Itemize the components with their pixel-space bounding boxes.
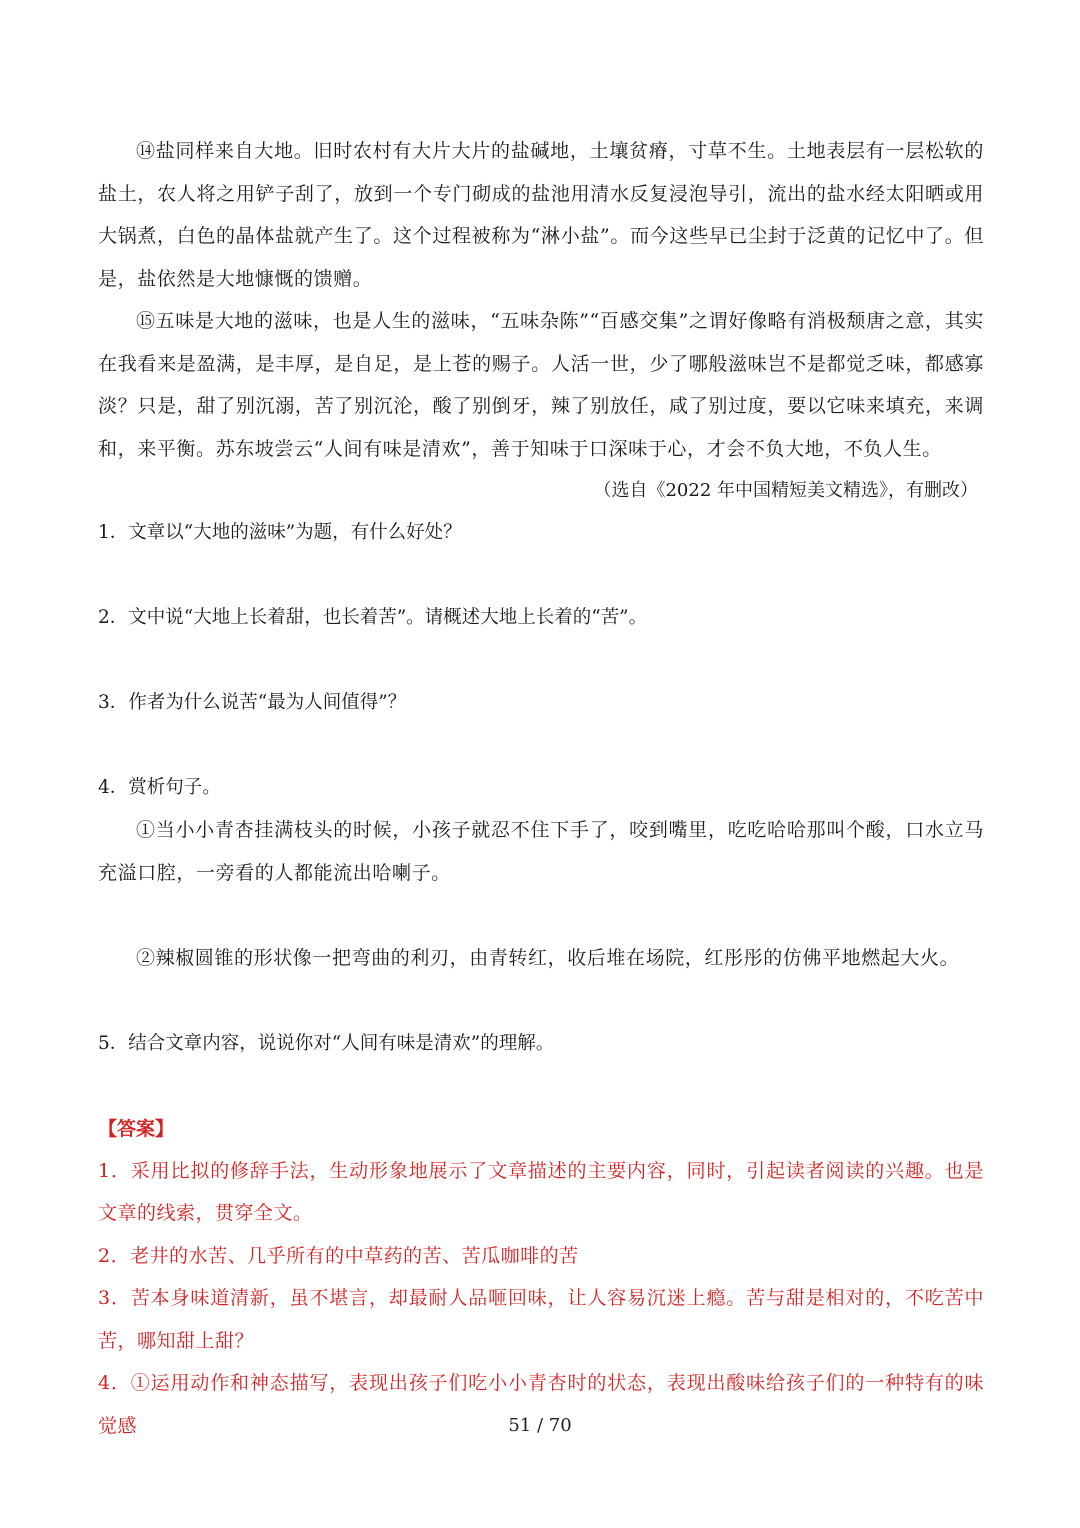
question-2: 2．文中说“大地上长着甜，也长着苦”。请概述大地上长着的“苦”。	[98, 607, 648, 628]
document-page	[98, 130, 984, 1447]
answer-1: 1．采用比拟的修辞手法，生动形象地展示了文章描述的主要内容，同时，引起读者阅读的兴趣。也是文章的线索，贯穿全文。	[98, 1159, 984, 1224]
page-number: 51 / 70	[508, 1415, 572, 1436]
answer-space	[98, 894, 984, 937]
question-4-sentence-2: ②辣椒圆锥的形状像一把弯曲的利刃，由青转红，收后堆在场院，红彤彤的仿佛平地燃起大火。	[136, 947, 960, 969]
answer-space	[98, 554, 984, 597]
question-5: 5．结合文章内容，说说你对“人间有味是清欢”的理解。	[98, 1032, 555, 1054]
answer-space	[98, 724, 984, 767]
answer-3: 3．苦本身味道清新，虽不堪言，却最耐人品咂回味，让人容易沉迷上瘾。苦与甜是相对的，不吃苦中苦，哪知甜上甜？	[98, 1287, 984, 1352]
answer-space	[98, 639, 984, 682]
answer-space	[98, 1065, 984, 1108]
answer-2: 2．老井的水苦、几乎所有的中草药的苦、苦瓜咖啡的苦	[98, 1244, 579, 1267]
answer-space	[98, 980, 984, 1023]
question-1: 1．文章以“大地的滋味”为题，有什么好处？	[98, 522, 462, 543]
passage-paragraph-15: ⑮五味是大地的滋味，也是人生的滋味，“五味杂陈”“百感交集”之谓好像略有消极颓唐之意，其实在我看来是盈满，是丰厚，是自足，是上苍的赐子。人活一世，少了哪般滋味岂不是都觉乏味，都感寡淡？只是，甜了别沉溺，苦了别沉沦，酸了别倒牙，辣了别放任，咸了别过度，要以它味来填充，来调和，来平衡。苏东坡尝云“人间有味是清欢”，善于知味于口深味于心，才会不负大地，不负人生。	[98, 310, 984, 460]
question-3: 3．作者为什么说苦“最为人间值得”？	[98, 692, 407, 713]
answer-4: 4．①运用动作和神态描写，表现出孩子们吃小小青杏时的状态，表现出酸味给孩子们的一种特有的味觉感	[98, 1372, 984, 1437]
question-4-sentence-1: ①当小小青杏挂满枝头的时候，小孩子就忍不住下手了，咬到嘴里，吃吃哈哈那叫个酸，口水立马充溢口腔，一旁看的人都能流出哈喇子。	[98, 819, 984, 884]
answer-heading: 【答案】	[98, 1117, 175, 1140]
passage-paragraph-14: ⑭盐同样来自大地。旧时农村有大片大片的盐碱地，土壤贫瘠，寸草不生。土地表层有一层松软的盐土，农人将之用铲子刮了，放到一个专门砌成的盐池用清水反复浸泡导引，流出的盐水经太阳晒或用大锅煮，白色的晶体盐就产生了。这个过程被称为“淋小盐”。而今这些早已尘封于泛黄的记忆中了。但是，盐依然是大地慷慨的馈赠。	[98, 140, 984, 290]
passage-source: （选自《2022 年中国精短美文精选》，有删改）	[593, 480, 978, 501]
question-4: 4．赏析句子。	[98, 777, 221, 798]
